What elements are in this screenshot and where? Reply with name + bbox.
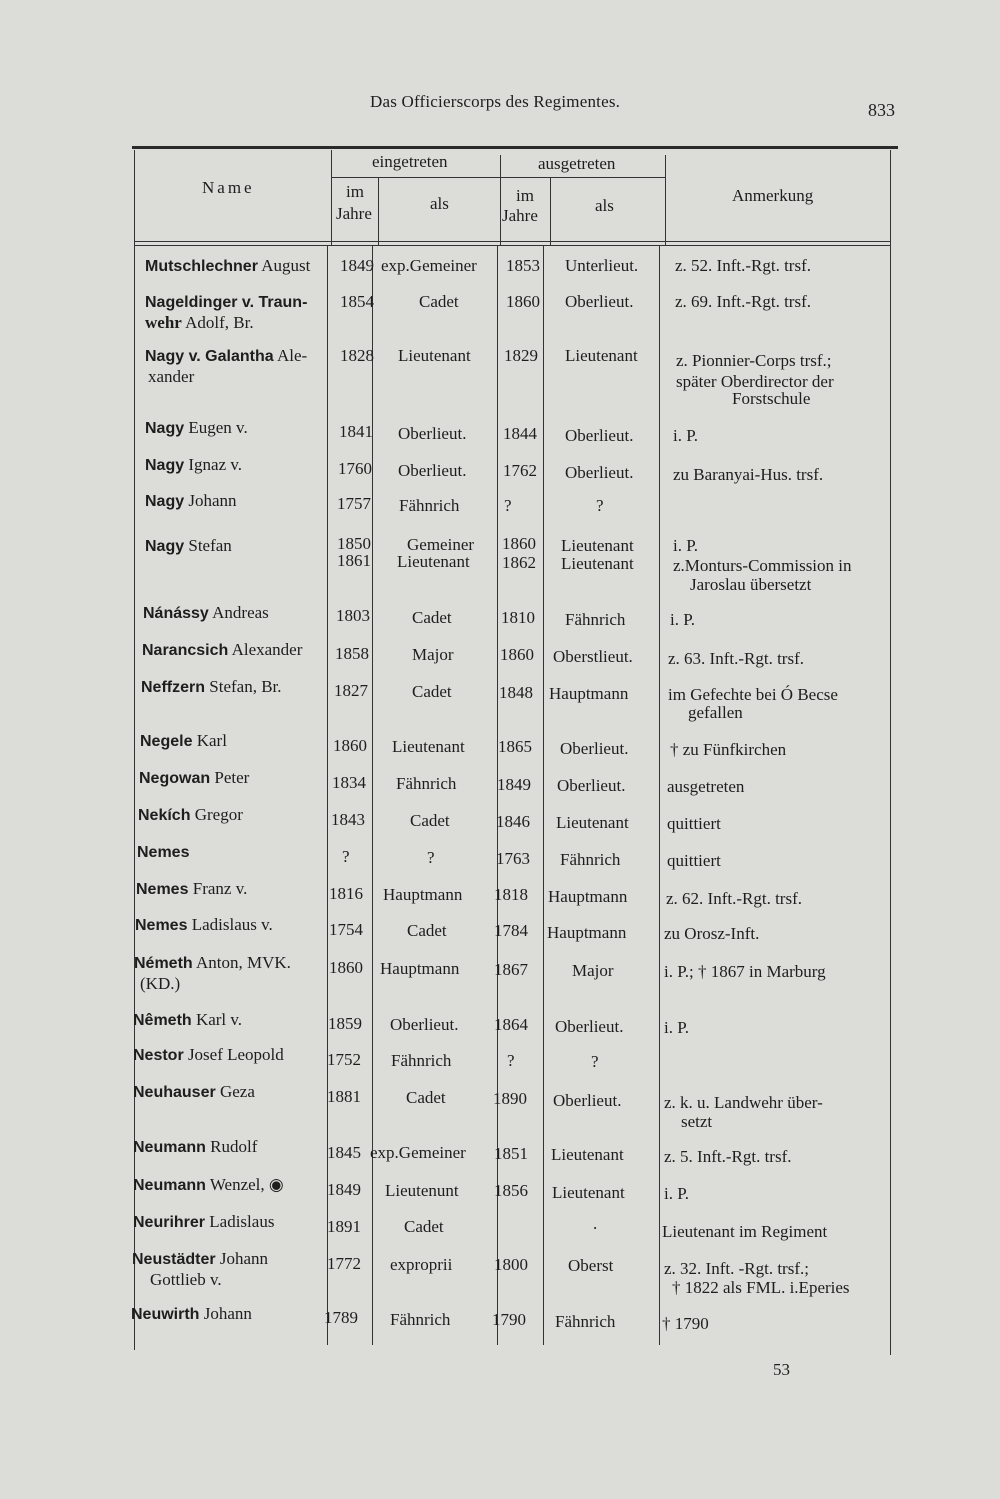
name-cell [140, 731, 227, 751]
given-name: Anton, MVK. [196, 953, 291, 972]
rank-left: ? [591, 1052, 599, 1071]
rank-left: . [593, 1214, 598, 1233]
rank-left: ? [596, 496, 604, 515]
year-left: 1790 [492, 1310, 526, 1329]
rank-entered: Fähnrich [391, 1051, 452, 1070]
rank-left: Oberlieut. [553, 1091, 622, 1110]
year-entered: 1843 [331, 810, 365, 829]
year-entered: 1854 [340, 292, 374, 311]
rank-left: Oberlieut. [560, 739, 629, 758]
year-entered: 1860 [329, 958, 363, 977]
year-left: 1829 [504, 346, 538, 365]
rank-left: Lieutenant [565, 346, 638, 365]
given-name: Peter [214, 768, 250, 787]
rank-left: Oberstlieut. [553, 647, 633, 666]
column-group-eingetreten: eingetreten [372, 152, 448, 171]
table-row [0, 346, 1000, 406]
rank-entered: Lieutenant [398, 346, 471, 365]
year-entered: 1881 [327, 1087, 361, 1106]
remark: z. 32. Inft. -Rgt. trsf.; [664, 1259, 809, 1278]
column-header-name: Name [202, 178, 255, 197]
year-left: 1867 [494, 960, 528, 979]
given-name: Rudolf [210, 1137, 258, 1156]
surname: Mutschlechner [145, 258, 258, 275]
remark: † 1790 [662, 1314, 709, 1333]
name-cell [133, 1212, 274, 1232]
remark-line-2: † 1822 als FML. i.Eperies [672, 1278, 850, 1297]
rank-left: Oberst [568, 1256, 614, 1275]
remark: i. P. [670, 610, 696, 629]
rank-entered: Oberlieut. [398, 461, 467, 480]
rank-left: Oberlieut. [565, 463, 634, 482]
column-header-anmerkung: Anmerkung [732, 186, 814, 205]
name-cell [145, 491, 237, 511]
remark: i. P. [664, 1184, 690, 1203]
rank-left: Unterlieut. [565, 256, 639, 275]
surname: Neuhauser [133, 1084, 216, 1101]
rank-entered: Cadet [404, 1217, 444, 1236]
name-cell [132, 1249, 268, 1269]
year-left: ? [507, 1051, 515, 1070]
rank-entered: ? [427, 848, 435, 867]
rank-left: Lieutenant [551, 1145, 624, 1164]
year-left: 1784 [494, 921, 528, 940]
surname: Nekích [138, 807, 191, 824]
year-left: 1856 [494, 1181, 528, 1200]
given-name: Franz v. [192, 879, 248, 898]
rank-left: Fähnrich [565, 610, 626, 629]
year-left: 1853 [506, 256, 540, 275]
name-cell [133, 1137, 257, 1157]
rank-entered-2: Lieutenant [397, 552, 470, 571]
year-entered: 1860 [333, 736, 367, 755]
year-entered: 1891 [327, 1217, 361, 1236]
given-name: Johann [188, 491, 237, 510]
year-left: 1848 [499, 683, 533, 702]
rank-entered: exp.Gemeiner [370, 1143, 466, 1162]
rank-left: Hauptmann [548, 887, 628, 906]
surname: Nánássy [143, 605, 209, 622]
year-entered-2: 1861 [337, 551, 371, 570]
column-header-jahre-1: Jahre [336, 204, 372, 223]
name-cell-line-2: (KD.) [140, 974, 181, 993]
given-name: Karl [196, 731, 227, 750]
remark: zu Orosz-Inft. [664, 924, 760, 943]
surname: Németh [134, 955, 193, 972]
surname: Negele [140, 733, 193, 750]
surname: Nemes [135, 917, 188, 934]
year-left: 1844 [503, 424, 537, 443]
surname: Neuwirth [131, 1306, 200, 1323]
rank-entered: Fähnrich [390, 1310, 451, 1329]
name-cell [135, 915, 273, 935]
table-row [0, 953, 1000, 1013]
remark: im Gefechte bei Ó Becse [668, 685, 838, 704]
given-name: Johann [203, 1304, 252, 1323]
rank-left: Major [572, 961, 614, 980]
rank-entered: Fähnrich [396, 774, 457, 793]
year-entered: 1841 [339, 422, 373, 441]
given-name: Gregor [194, 805, 243, 824]
remark: zu Baranyai-Hus. trsf. [673, 465, 824, 484]
rank-entered: Major [412, 645, 454, 664]
given-name: Stefan [188, 536, 232, 555]
remark: quittiert [667, 814, 721, 833]
name-cell [138, 805, 243, 825]
surname: Nageldinger v. Traun- [145, 294, 308, 311]
given-name: Wenzel, ◉ [209, 1175, 284, 1194]
year-left: 1762 [503, 461, 537, 480]
name-cell [139, 768, 249, 788]
name-cell-line-2: Gottlieb v. [150, 1270, 222, 1289]
name-cell [142, 640, 302, 660]
rank-left: Fähnrich [555, 1312, 616, 1331]
year-entered: 1754 [329, 920, 363, 939]
rank-left: Lieutenant [556, 813, 629, 832]
rank-entered: Cadet [419, 292, 459, 311]
column-header-als-1: als [430, 194, 449, 213]
name-cell [133, 1082, 255, 1102]
given-name: Johann [219, 1249, 268, 1268]
given-name: Karl v. [195, 1010, 243, 1029]
remark-line-3: Forstschule [732, 389, 811, 408]
year-left: 1849 [497, 775, 531, 794]
rank-entered: Hauptmann [383, 885, 463, 904]
rank-left-2: Lieutenant [561, 554, 634, 573]
page-number: 833 [868, 100, 895, 120]
surname: Nagy [145, 420, 185, 437]
rank-left: Hauptmann [549, 684, 629, 703]
rank-left: Oberlieut. [555, 1017, 624, 1036]
remark-line-2: später Oberdirector der [676, 372, 834, 391]
remark: z. 63. Inft.-Rgt. trsf. [668, 649, 804, 668]
rank-entered: Oberlieut. [398, 424, 467, 443]
rank-entered: exp.Gemeiner [381, 256, 477, 275]
remark: i. P.; † 1867 in Marburg [664, 962, 826, 981]
table-row [0, 292, 1000, 352]
remark: z. 5. Inft.-Rgt. trsf. [664, 1147, 792, 1166]
name-cell [145, 256, 310, 276]
rank-left: Oberlieut. [565, 292, 634, 311]
given-name: Stefan, Br. [209, 677, 282, 696]
surname: Negowan [139, 770, 211, 787]
remark-line-3: Jaroslau übersetzt [690, 575, 812, 594]
year-entered: 1834 [332, 773, 366, 792]
year-left: 1800 [494, 1255, 528, 1274]
remark: i. P. [664, 1018, 690, 1037]
given-name: Ladislaus [209, 1212, 275, 1231]
surname: Nemes [136, 881, 189, 898]
remark: Lieutenant im Regiment [662, 1222, 828, 1241]
surname: Narancsich [142, 642, 229, 659]
rank-entered: Cadet [406, 1088, 446, 1107]
year-entered: 1757 [337, 494, 371, 513]
remark-line-2: setzt [681, 1112, 713, 1131]
year-left: 1851 [494, 1144, 528, 1163]
table-row [0, 677, 1000, 737]
rank-left: Fähnrich [560, 850, 621, 869]
surname: Neustädter [132, 1251, 216, 1268]
remark: z. 52. Inft.-Rgt. trsf. [675, 256, 811, 275]
rank-left: Lieutenant [552, 1183, 625, 1202]
rank-entered: exproprii [390, 1255, 453, 1274]
table-row [0, 536, 1000, 596]
year-left: ? [504, 496, 512, 515]
remark: quittiert [667, 851, 721, 870]
rank-entered: Lieutenunt [385, 1181, 459, 1200]
name-cell-line-2: xander [148, 367, 195, 386]
year-entered: 1752 [327, 1050, 361, 1069]
name-cell [133, 1175, 284, 1195]
name-cell [134, 953, 291, 973]
year-left: 1860 [500, 645, 534, 664]
surname: Nagy v. Galantha [145, 348, 274, 365]
name-cell-line-2: wehr Adolf, Br. [145, 313, 254, 332]
surname: Nêmeth [133, 1012, 192, 1029]
year-left: 1890 [493, 1089, 527, 1108]
name-cell [137, 842, 189, 862]
rank-entered: Cadet [407, 921, 447, 940]
year-entered: 1850 [337, 534, 371, 553]
rank-entered: Lieutenant [392, 737, 465, 756]
rank-left: Oberlieut. [565, 426, 634, 445]
surname: Neffzern [141, 679, 206, 696]
year-left: 1818 [494, 885, 528, 904]
name-cell [133, 1045, 284, 1065]
name-cell [141, 677, 282, 697]
remark: z. 62. Inft.-Rgt. trsf. [666, 889, 802, 908]
year-entered: 1845 [327, 1143, 361, 1162]
name-cell [133, 1010, 242, 1030]
surname: Nagy [145, 457, 185, 474]
rank-entered: Oberlieut. [390, 1015, 459, 1034]
given-name: Ignaz v. [188, 455, 243, 474]
year-entered: 1849 [327, 1180, 361, 1199]
signature-number: 53 [773, 1360, 790, 1379]
year-left: 1860 [506, 292, 540, 311]
name-cell [145, 536, 232, 556]
given-name: Eugen v. [188, 418, 248, 437]
name-cell [131, 1304, 252, 1324]
remark-line-2: gefallen [688, 703, 743, 722]
year-entered: 1760 [338, 459, 372, 478]
column-header-jahre-2: Jahre [502, 206, 538, 225]
year-entered: 1772 [327, 1254, 361, 1273]
remark: i. P. [673, 426, 699, 445]
rank-entered: Hauptmann [380, 959, 460, 978]
table-row [0, 1249, 1000, 1309]
given-name: Alexander [231, 640, 303, 659]
year-left: 1860 [502, 534, 536, 553]
surname: Nagy [145, 538, 185, 555]
column-header-als-2: als [595, 196, 614, 215]
remark: z. 69. Inft.-Rgt. trsf. [675, 292, 811, 311]
year-entered: 1816 [329, 884, 363, 903]
name-cell [143, 603, 269, 623]
year-entered: 1803 [336, 606, 370, 625]
rank-left: Lieutenant [561, 536, 634, 555]
year-left: 1810 [501, 608, 535, 627]
year-entered: 1849 [340, 256, 374, 275]
year-left: 1865 [498, 737, 532, 756]
year-entered: 1858 [335, 644, 369, 663]
remark: ausgetreten [667, 777, 745, 796]
name-cell [145, 418, 248, 438]
table-row [0, 1082, 1000, 1142]
given-name: Ale- [276, 346, 308, 365]
rank-entered: Cadet [412, 682, 452, 701]
given-name: Geza [219, 1082, 255, 1101]
remark: i. P. [673, 536, 699, 555]
rank-entered: Gemeiner [407, 535, 475, 554]
remark: z. k. u. Landwehr über- [664, 1093, 823, 1112]
given-name: Andreas [212, 603, 269, 622]
remark-line-2: z.Monturs-Commission in [673, 556, 852, 575]
name-cell [136, 879, 247, 899]
year-left: 1763 [496, 849, 530, 868]
remark: † zu Fünfkirchen [670, 740, 787, 759]
surname: Neumann [133, 1177, 206, 1194]
column-header-im-2: im [516, 186, 534, 205]
running-title: Das Officierscorps des Regimentes. [370, 92, 621, 111]
surname: Neumann [133, 1139, 206, 1156]
rank-entered: Cadet [412, 608, 452, 627]
surname: Nemes [137, 844, 190, 861]
name-cell [145, 292, 307, 312]
year-entered: 1828 [340, 346, 374, 365]
column-header-im-1: im [346, 182, 364, 201]
column-group-ausgetreten: ausgetreten [538, 154, 616, 173]
name-cell [145, 346, 307, 366]
year-left: 1846 [496, 812, 530, 831]
remark: z. Pionnier-Corps trsf.; [676, 351, 832, 370]
rank-entered: Cadet [410, 811, 450, 830]
surname: Nestor [133, 1047, 184, 1064]
year-entered: 1859 [328, 1014, 362, 1033]
year-left-2: 1862 [502, 553, 536, 572]
year-entered: 1789 [324, 1308, 358, 1327]
given-name: Ladislaus v. [191, 915, 273, 934]
rank-entered: Fähnrich [399, 496, 460, 515]
given-name: Josef Leopold [187, 1045, 284, 1064]
surname: Neurihrer [133, 1214, 206, 1231]
surname: Nagy [145, 493, 185, 510]
name-cell [145, 455, 242, 475]
year-entered: ? [342, 847, 350, 866]
year-left: 1864 [494, 1015, 528, 1034]
table-row [0, 1304, 1000, 1364]
given-name: August [261, 256, 311, 275]
year-entered: 1827 [334, 681, 368, 700]
rank-left: Oberlieut. [557, 776, 626, 795]
rank-left: Hauptmann [547, 923, 627, 942]
